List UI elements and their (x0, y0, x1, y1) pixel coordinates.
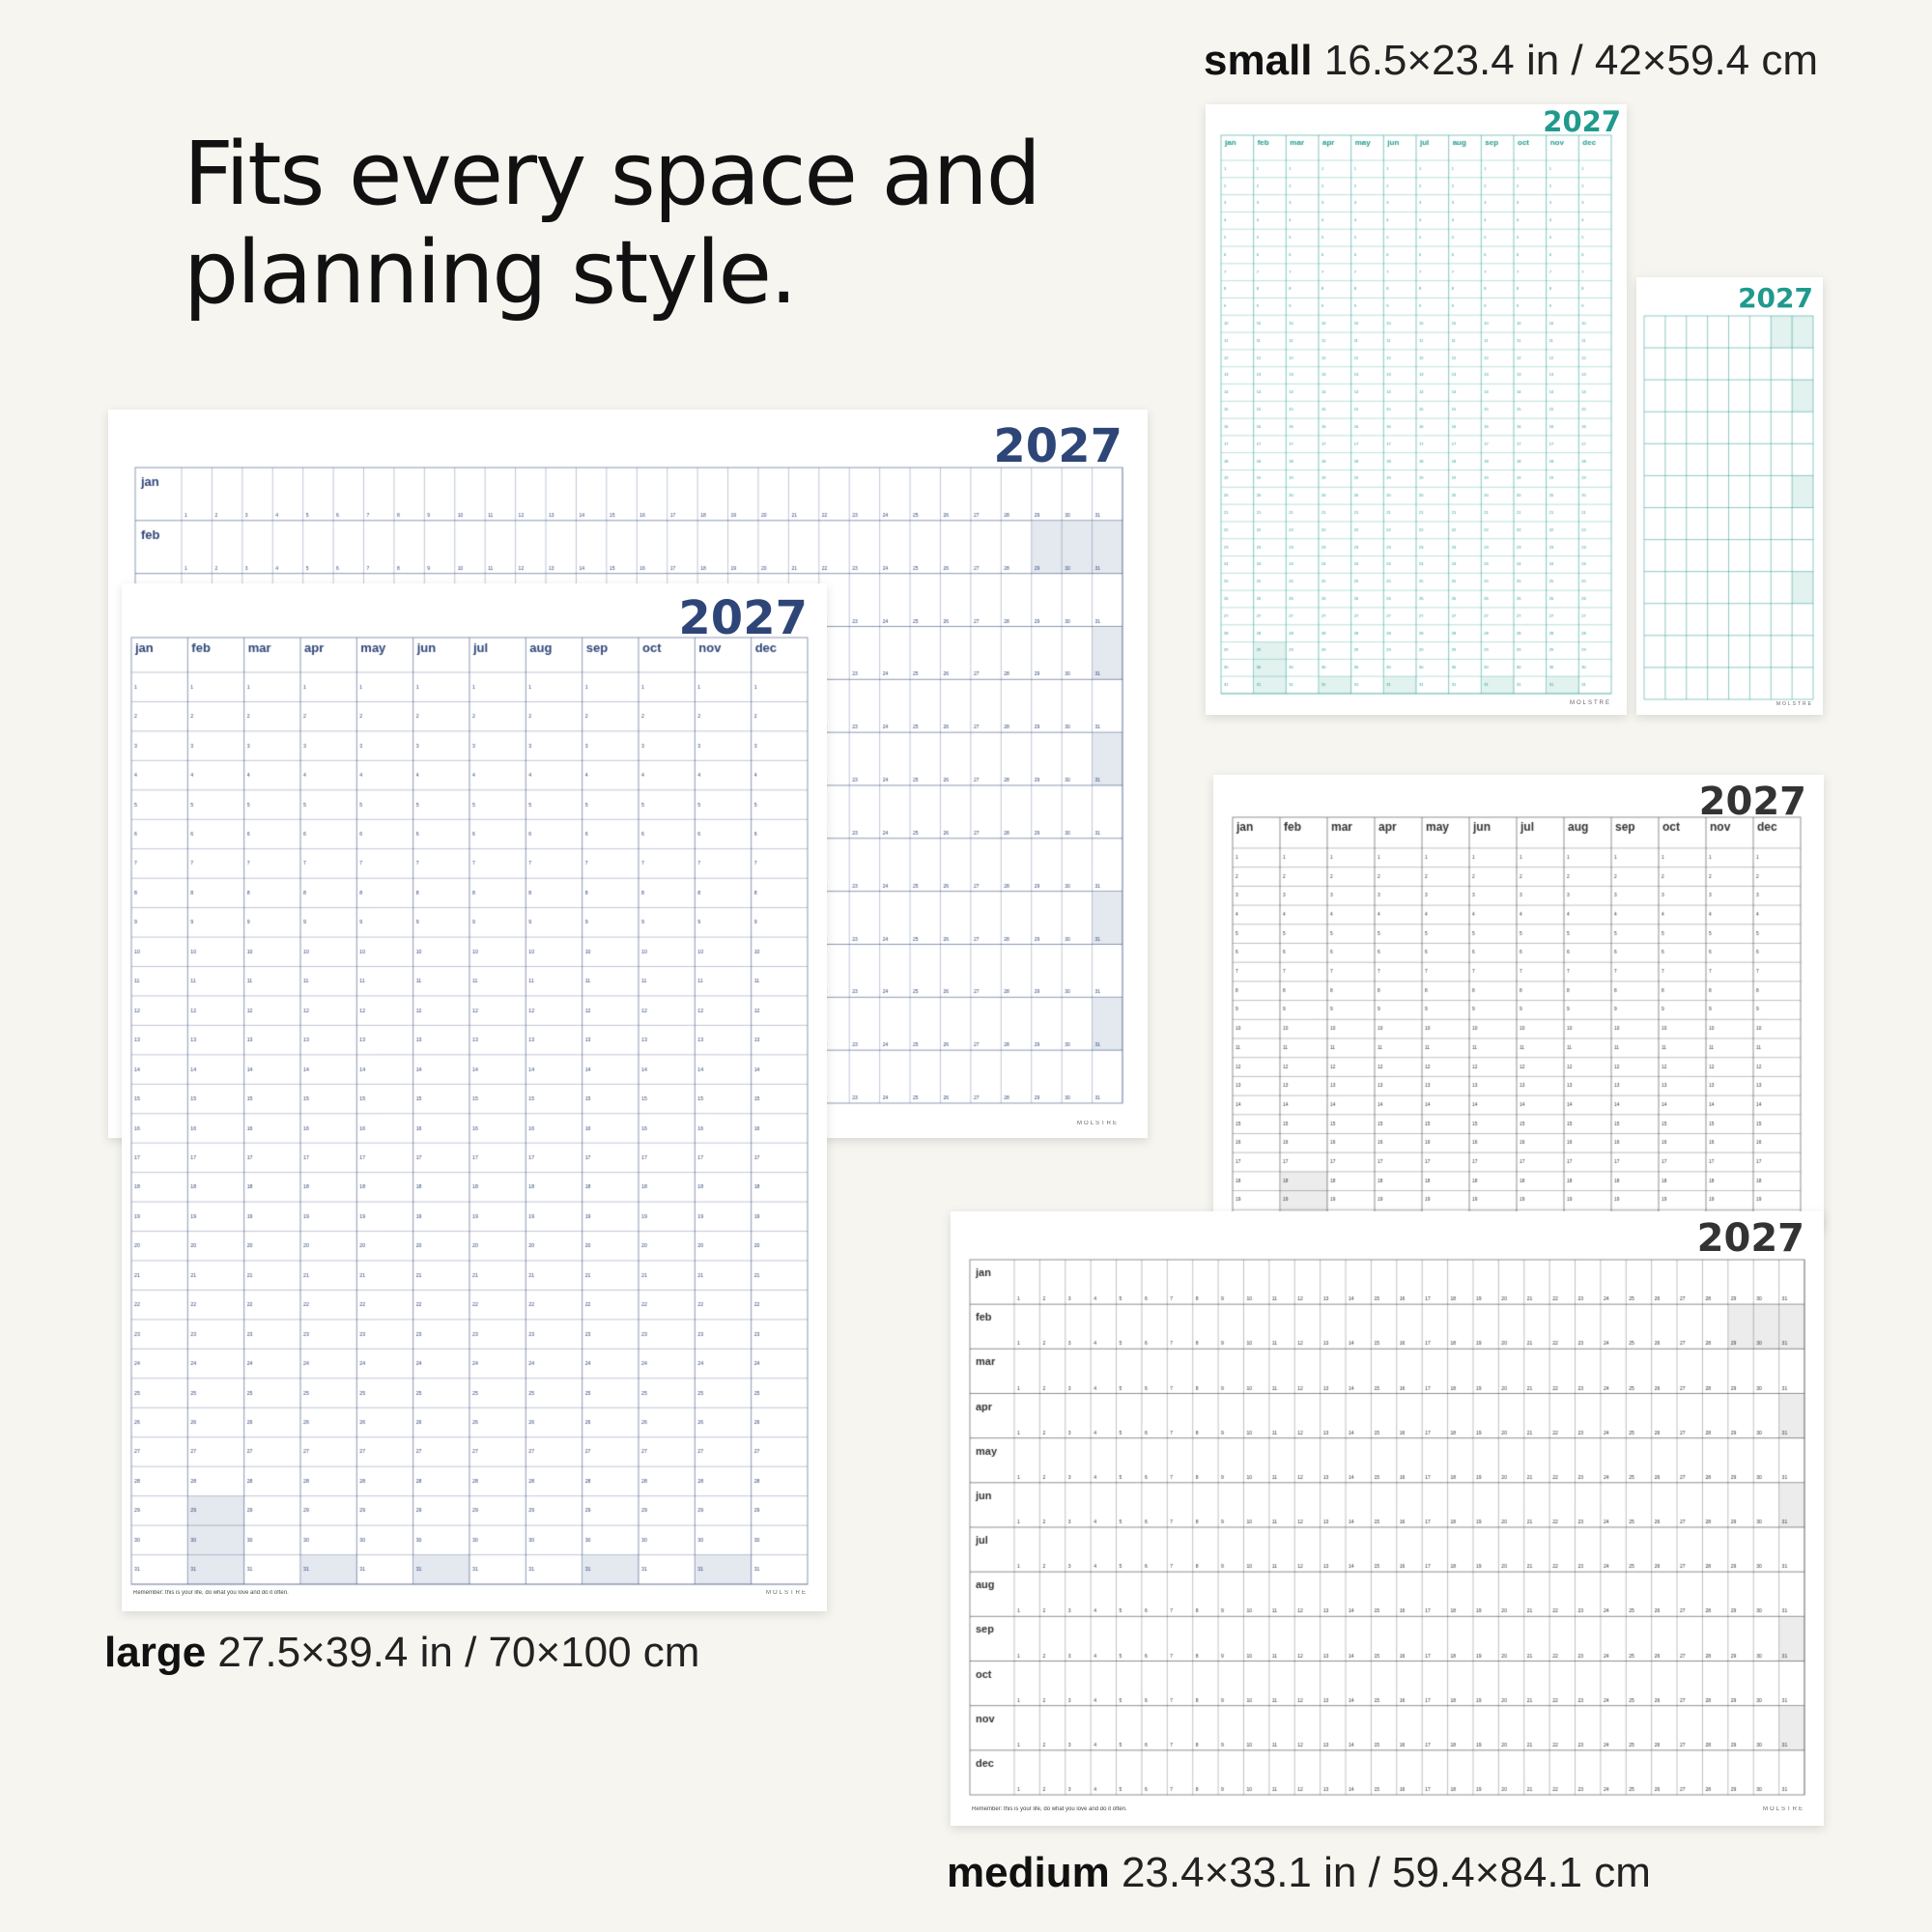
large-poster-portrait-year: 2027 (678, 591, 808, 645)
small-size-name: small (1204, 37, 1313, 84)
large-size-name: large (104, 1629, 207, 1676)
large-poster-portrait (122, 583, 827, 1611)
small-size-dims: 16.5×23.4 in / 42×59.4 cm (1323, 37, 1819, 84)
large-poster-portrait-grid (122, 583, 827, 1611)
medium-poster-portrait-year: 2027 (1698, 780, 1806, 824)
headline-line-2: planning style. (184, 222, 796, 324)
medium-size-name: medium (947, 1849, 1110, 1896)
large-size-dims: 27.5×39.4 in / 70×100 cm (217, 1629, 700, 1676)
medium-size-label (947, 1849, 1651, 1897)
headline (184, 126, 1039, 323)
small-size-label (1204, 37, 1818, 85)
large-poster-remember: Remember: this is your life, do what you love and do it often. (133, 1590, 289, 1596)
small-poster-portrait-grid (1206, 104, 1627, 715)
small-poster-portrait-year: 2027 (1543, 105, 1621, 138)
large-size-label (104, 1629, 699, 1677)
small-poster-narrow-brand: MOLSTRE (1776, 701, 1813, 707)
headline-line-1: Fits every space and (184, 124, 1039, 225)
medium-poster-landscape-brand: MOLSTRE (1762, 1806, 1804, 1812)
medium-poster-remember: Remember: this is your life, do what you love and do it often. (972, 1806, 1127, 1812)
medium-poster-portrait-grid (1213, 775, 1824, 1229)
large-poster-portrait-brand: MOLSTRE (765, 1590, 808, 1596)
large-poster-landscape-brand: MOLSTRE (1076, 1121, 1119, 1126)
small-poster-narrow (1636, 277, 1823, 715)
medium-poster-portrait (1213, 775, 1824, 1229)
small-poster-narrow-year: 2027 (1738, 282, 1813, 314)
medium-poster-landscape-year: 2027 (1696, 1216, 1804, 1261)
small-poster-portrait (1206, 104, 1627, 715)
small-poster-portrait-brand: MOLSTRE (1569, 700, 1611, 706)
small-poster-narrow-grid (1636, 277, 1823, 715)
medium-poster-landscape (951, 1211, 1824, 1826)
medium-size-dims: 23.4×33.1 in / 59.4×84.1 cm (1121, 1849, 1651, 1896)
medium-poster-landscape-grid (951, 1211, 1824, 1826)
large-poster-landscape-year: 2027 (993, 419, 1122, 473)
